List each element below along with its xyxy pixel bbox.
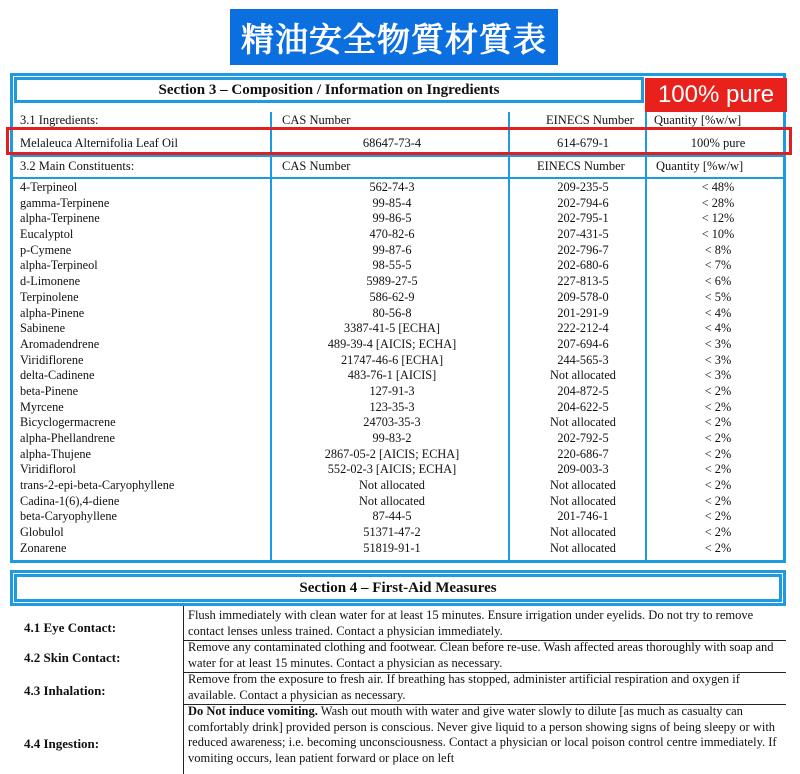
ingestion-text [188, 704, 788, 766]
constituent-cas: 489-39-4 [AICIS; ECHA] [327, 336, 457, 351]
ingredient-einecs: 614-679-1 [556, 136, 610, 150]
constituent-einecs: Not allocated [550, 540, 616, 555]
constituent-quantity: < 28% [701, 195, 735, 210]
ingredient-quantity: 100% pure [690, 136, 746, 150]
constituent-cas: 99-86-5 [372, 211, 412, 226]
inhalation-row [10, 672, 786, 704]
ingredients-cas-header: CAS Number [282, 113, 351, 127]
constituent-name: alpha-Terpinene [20, 211, 100, 226]
constituent-einecs: 209-003-3 [557, 462, 609, 477]
constituent-quantity: < 2% [704, 383, 732, 398]
ingredient-cas: 68647-73-4 [362, 136, 422, 150]
pure-badge: 100% pure [645, 78, 787, 112]
constituent-name: delta-Cadinene [20, 368, 95, 383]
table-row [10, 478, 786, 494]
constituent-name: Viridiflorene [20, 352, 84, 367]
constituent-einecs: 222-212-4 [557, 321, 609, 336]
constituent-quantity: < 10% [701, 227, 735, 242]
constituent-cas: 51371-47-2 [363, 525, 421, 540]
table-row [10, 509, 786, 525]
constituent-name: Cadina-1(6),4-diene [20, 493, 120, 508]
table-row [10, 415, 786, 431]
constituent-cas: 99-83-2 [372, 431, 412, 445]
constituent-einecs: Not allocated [550, 493, 616, 508]
constituent-einecs: Not allocated [550, 525, 616, 540]
constituent-cas: 80-56-8 [372, 305, 412, 320]
row-divider-constituents [10, 177, 786, 179]
constituent-einecs: Not allocated [550, 368, 616, 383]
constituent-cas: 98-55-5 [372, 258, 412, 273]
constituent-name: alpha-Terpineol [20, 258, 98, 273]
constituent-name: beta-Caryophyllene [20, 509, 117, 524]
constituent-quantity: < 2% [704, 478, 732, 493]
constituent-name: Sabinene [20, 321, 66, 336]
constituent-einecs: 244-565-3 [557, 352, 609, 367]
constituent-name: Eucalyptol [20, 227, 74, 242]
ingestion-row [10, 704, 786, 772]
constituent-quantity: < 3% [704, 352, 732, 367]
constituent-name: Zonarene [20, 540, 67, 555]
section4-title: Section 4 – First-Aid Measures [14, 574, 782, 602]
constituent-einecs: 209-578-0 [557, 289, 609, 304]
ingredients-label: 3.1 Ingredients: [20, 113, 99, 127]
constituent-quantity: < 7% [704, 258, 732, 273]
constituent-einecs: 220-686-7 [557, 446, 609, 461]
ingestion-label: 4.4 Ingestion: [24, 736, 100, 751]
table-row [10, 211, 786, 227]
ingredients-einecs-header: EINECS Number [546, 113, 634, 127]
constituents-table [10, 180, 786, 557]
constituent-einecs: 202-796-7 [557, 242, 609, 257]
constituent-quantity: < 12% [701, 211, 735, 226]
constituent-einecs: Not allocated [550, 478, 616, 493]
constituent-name: alpha-Phellandrene [20, 431, 115, 445]
constituent-name: p-Cymene [20, 242, 72, 257]
constituent-quantity: < 2% [704, 509, 732, 524]
constituent-einecs: 201-291-9 [557, 305, 609, 320]
constituent-cas: 24703-35-3 [363, 415, 421, 430]
constituent-name: alpha-Thujene [20, 446, 92, 461]
table-row [10, 447, 786, 463]
table-row [10, 400, 786, 416]
constituent-einecs: 204-622-5 [557, 399, 609, 414]
constituent-quantity: < 2% [704, 493, 732, 508]
constituent-einecs: 227-813-5 [557, 274, 609, 289]
constituent-name: trans-2-epi-beta-Caryophyllene [20, 478, 175, 493]
constituent-name: Myrcene [20, 399, 64, 414]
ingestion-warning: Do Not induce vomiting. [188, 704, 318, 718]
constituent-cas: 123-35-3 [369, 399, 415, 414]
constituent-einecs: 202-795-1 [557, 211, 609, 226]
eye-contact-label: 4.1 Eye Contact: [24, 620, 117, 635]
constituent-quantity: < 2% [704, 399, 732, 414]
constituent-quantity: < 48% [701, 180, 735, 194]
constituent-cas: 552-02-3 [AICIS; ECHA] [327, 462, 457, 477]
constituent-name: Globulol [20, 525, 64, 540]
constituent-cas: 51819-91-1 [363, 540, 421, 555]
constituent-cas: 470-82-6 [369, 227, 415, 242]
table-row [10, 494, 786, 510]
constituent-einecs: 204-872-5 [557, 383, 609, 398]
table-row [10, 431, 786, 447]
constituent-cas: 87-44-5 [372, 509, 412, 524]
constituents-einecs-header: EINECS Number [537, 159, 625, 173]
table-row [10, 274, 786, 290]
constituent-name: Viridiflorol [20, 462, 76, 477]
constituent-einecs: 202-794-6 [557, 195, 609, 210]
constituent-quantity: < 4% [704, 321, 732, 336]
skin-contact-text: Remove any contaminated clothing and footwear. Clean before re-use. Wash affected areas thoroughly with soap and water for at least 15 minutes. Contact a physician as necessary. [188, 640, 774, 670]
table-row [10, 243, 786, 259]
constituents-cas-header: CAS Number [282, 159, 351, 173]
constituent-einecs: 207-694-6 [557, 336, 609, 351]
constituent-cas: 3387-41-5 [ECHA] [344, 321, 440, 336]
constituent-quantity: < 2% [704, 446, 732, 461]
constituent-name: alpha-Pinene [20, 305, 85, 320]
constituent-einecs: 202-680-6 [557, 258, 609, 273]
table-row [10, 258, 786, 274]
constituent-cas: 586-62-9 [369, 289, 415, 304]
skin-contact-row [10, 640, 786, 672]
table-row [10, 541, 786, 557]
constituent-cas: 127-91-3 [369, 383, 415, 398]
section3-title: Section 3 – Composition / Information on Ingredients [14, 77, 644, 103]
constituent-einecs: 209-235-5 [557, 180, 609, 194]
table-row [10, 353, 786, 369]
constituent-cas: 483-76-1 [AICIS] [347, 368, 437, 383]
constituent-quantity: < 2% [704, 431, 732, 445]
table-row [10, 196, 786, 212]
constituent-einecs: Not allocated [550, 415, 616, 430]
constituent-cas: 2867-05-2 [AICIS; ECHA] [324, 446, 460, 461]
constituent-quantity: < 5% [704, 289, 732, 304]
inhalation-label: 4.3 Inhalation: [24, 683, 106, 698]
pure-highlight-frame [6, 127, 792, 155]
table-row [10, 337, 786, 353]
constituent-name: beta-Pinene [20, 383, 79, 398]
constituent-cas: 5989-27-5 [366, 274, 418, 289]
constituent-cas: 562-74-3 [369, 180, 415, 194]
constituent-cas: 99-85-4 [372, 195, 412, 210]
constituent-quantity: < 8% [704, 242, 732, 257]
table-row [10, 368, 786, 384]
constituent-name: gamma-Terpinene [20, 195, 110, 210]
constituent-quantity: < 2% [704, 540, 732, 555]
constituent-name: 4-Terpineol [20, 180, 78, 194]
table-row [10, 290, 786, 306]
constituent-name: Aromadendrene [20, 336, 100, 351]
page-banner-title: 精油安全物質材質表 [230, 9, 558, 65]
table-row [10, 525, 786, 541]
constituent-cas: Not allocated [359, 493, 425, 508]
skin-contact-label: 4.2 Skin Contact: [24, 650, 121, 665]
constituent-cas: 99-87-6 [372, 242, 412, 257]
constituent-name: Bicyclogermacrene [20, 415, 116, 430]
constituent-quantity: < 3% [704, 368, 732, 383]
inhalation-text: Remove from the exposure to fresh air. If breathing has stopped, administer artificial respiration and oxygen if available. Contact a physician as necessary. [188, 672, 740, 702]
constituent-einecs: 201-746-1 [557, 509, 609, 524]
table-row [10, 306, 786, 322]
constituent-name: Terpinolene [20, 289, 79, 304]
constituent-quantity: < 6% [704, 274, 732, 289]
constituent-cas: Not allocated [359, 478, 425, 493]
constituents-quantity-header: Quantity [%w/w] [656, 159, 744, 173]
eye-contact-row [10, 608, 786, 642]
constituent-einecs: 202-792-5 [557, 431, 609, 445]
constituent-quantity: < 2% [704, 525, 732, 540]
constituent-quantity: < 2% [704, 415, 732, 430]
table-row [10, 462, 786, 478]
table-row [10, 227, 786, 243]
constituents-label: 3.2 Main Constituents: [20, 159, 135, 173]
table-row [10, 384, 786, 400]
constituent-cas: 21747-46-6 [ECHA] [340, 352, 444, 367]
constituents-header-row [10, 157, 786, 177]
constituent-quantity: < 3% [704, 336, 732, 351]
table-row [10, 180, 786, 196]
ingredients-quantity-header: Quantity [%w/w] [654, 113, 742, 127]
table-row [10, 321, 786, 337]
constituent-quantity: < 2% [704, 462, 732, 477]
constituent-name: d-Limonene [20, 274, 81, 289]
ingestion-body: Wash out mouth with water and give water slowly to dilute [as much as casualty can comfortably drink] provided person is conscious. Never give liquid to a person showing signs of being sleepy or with reduced awareness; i.e. becoming unconsciousness. Contact a physician or local poison control centre immediately. If vomiting occurs, lean patient forward or place on left [188, 704, 777, 765]
ingredient-name: Melaleuca Alternifolia Leaf Oil [20, 136, 178, 150]
constituent-einecs: 207-431-5 [557, 227, 609, 242]
constituent-quantity: < 4% [704, 305, 732, 320]
eye-contact-text: Flush immediately with clean water for at least 15 minutes. Ensure irrigation under eyelids. Do not try to remove contact lenses unless trained. Contact a physician immediately. [188, 608, 754, 638]
